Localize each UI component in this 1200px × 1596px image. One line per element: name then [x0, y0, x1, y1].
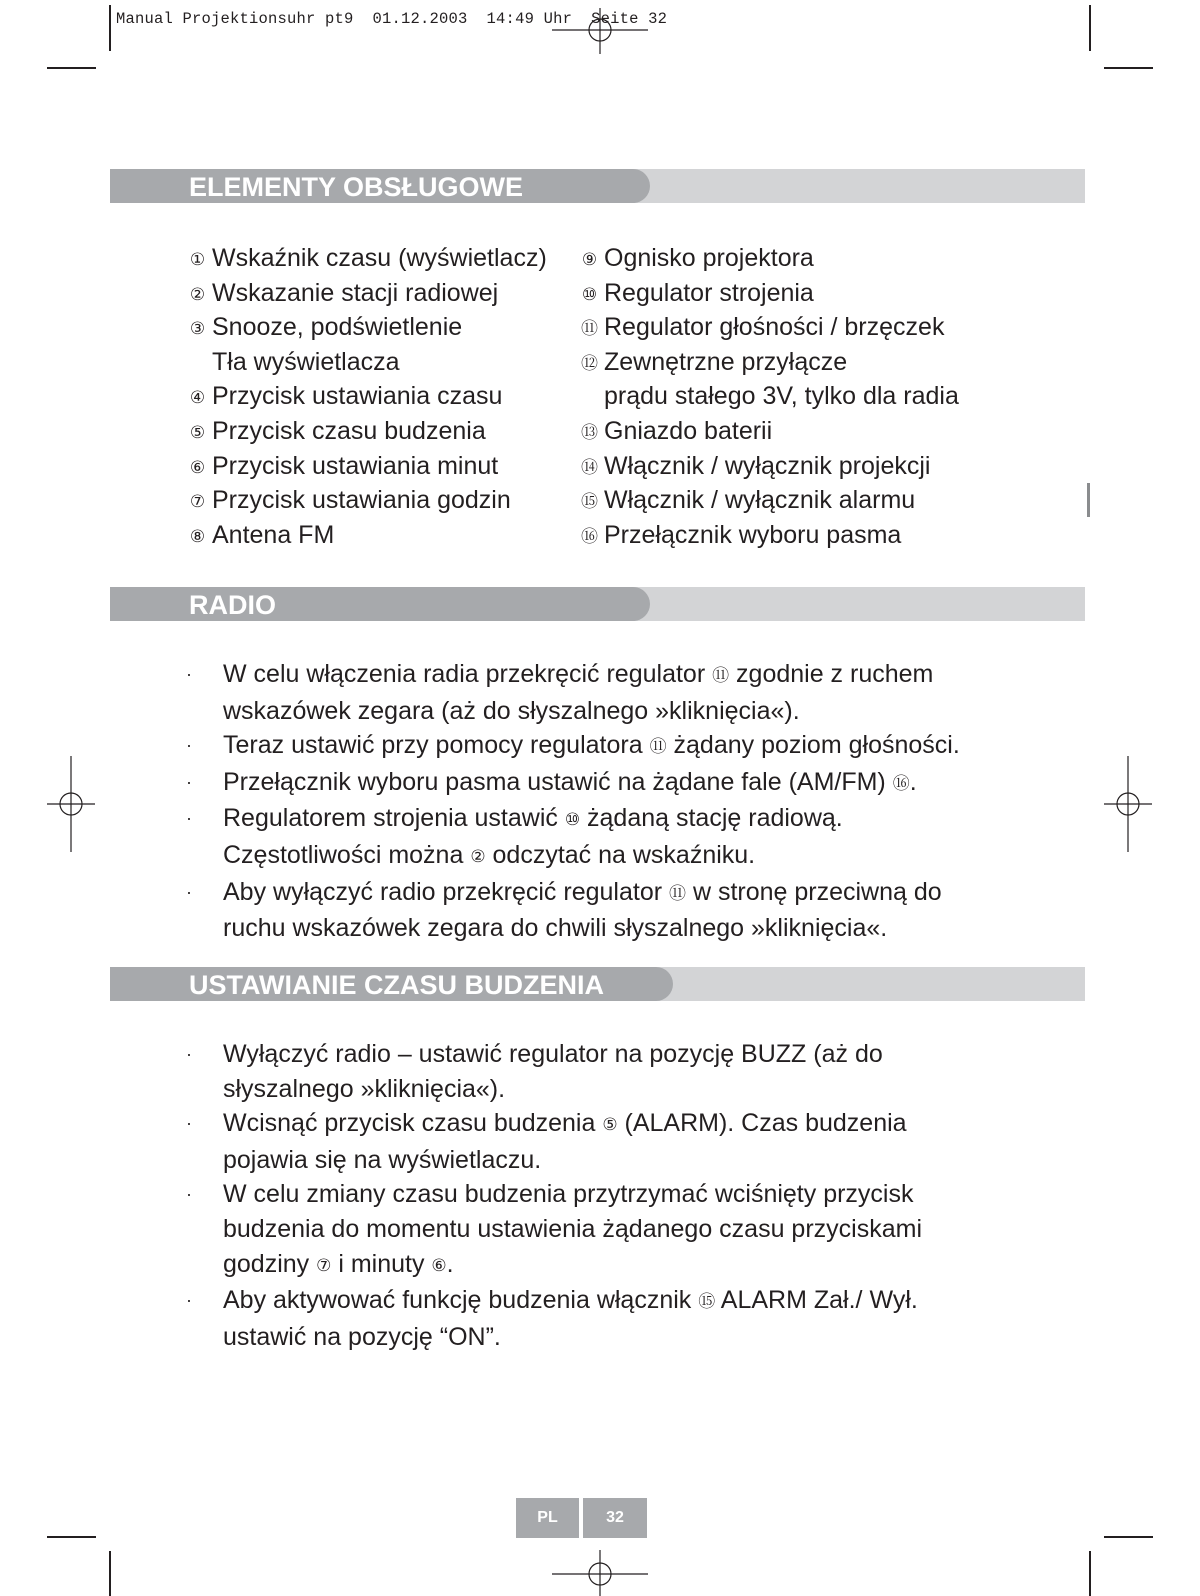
- item-number: ⑫: [581, 353, 598, 373]
- bullet-dot: ·: [186, 881, 192, 902]
- item-number: ⑭: [581, 457, 598, 477]
- radio-instructions: [186, 657, 1066, 946]
- list-item: [580, 483, 959, 518]
- instruction-item: [186, 1037, 1066, 1106]
- instruction-text: ruchu wskazówek zegara do chwili słyszalnego »kliknięcia«.: [223, 914, 888, 943]
- item-number: ⑬: [581, 422, 598, 442]
- control-ref: ⑤: [602, 1115, 618, 1135]
- item-number: ③: [189, 319, 206, 339]
- bullet-dot: ·: [186, 1044, 192, 1064]
- instruction-text: odczytać na wskaźniku.: [485, 840, 756, 869]
- instruction-text: godziny: [223, 1249, 317, 1278]
- bullet-dot: ·: [186, 735, 192, 756]
- section-header-controls: [110, 169, 1085, 203]
- bullet-dot: ·: [186, 808, 192, 829]
- instruction-item: [186, 728, 1066, 765]
- instruction-text: wskazówek zegara (aż do słyszalnego »kliknięcia«).: [223, 696, 800, 725]
- instruction-text: Teraz ustawić przy pomocy regulatora: [223, 731, 650, 760]
- crop-mark: [109, 1551, 111, 1596]
- instruction-text: słyszalnego »kliknięcia«).: [223, 1074, 506, 1103]
- control-ref: ⑮: [698, 1292, 716, 1312]
- list-item: [188, 483, 547, 518]
- control-ref: ⑥: [431, 1255, 447, 1275]
- list-item-continued: [188, 345, 547, 380]
- controls-list-right: [580, 241, 959, 552]
- control-ref: ⑯: [892, 773, 910, 793]
- instruction-item: [186, 801, 1066, 874]
- instruction-text: Wcisnąć przycisk czasu budzenia: [223, 1109, 603, 1138]
- list-item: [188, 241, 547, 276]
- list-item: [580, 276, 959, 311]
- item-label: Zewnętrzne przyłącze: [604, 347, 848, 376]
- registration-mark-top: [552, 8, 648, 54]
- item-number: ②: [189, 284, 206, 304]
- margin-bar: [1087, 483, 1090, 517]
- item-number: ⑥: [189, 457, 206, 477]
- item-number: ④: [189, 388, 206, 408]
- crop-mark: [1104, 67, 1153, 69]
- bullet-dot: ·: [186, 1184, 192, 1205]
- item-number: ⑧: [189, 526, 206, 546]
- item-number: ⑨: [581, 250, 598, 269]
- crop-mark: [47, 67, 96, 69]
- control-ref: ⑪: [712, 666, 730, 685]
- instruction-text: pojawia się na wyświetlaczu.: [223, 1145, 542, 1174]
- bullet-dot: ·: [186, 1113, 192, 1134]
- list-item: [188, 414, 547, 449]
- section-title: ELEMENTY OBSŁUGOWE: [189, 172, 524, 202]
- crop-mark: [109, 5, 111, 51]
- bullet-dot: ·: [186, 771, 192, 792]
- item-label: Gniazdo baterii: [604, 416, 773, 445]
- crop-mark: [1104, 1536, 1153, 1538]
- item-number: ⑪: [581, 319, 598, 339]
- list-item: [188, 518, 547, 553]
- instruction-text: żądany poziom głośności.: [666, 731, 960, 760]
- item-label: Wskaźnik czasu (wyświetlacz): [212, 244, 547, 272]
- bullet-dot: ·: [186, 664, 192, 684]
- instruction-item: [186, 1283, 1066, 1354]
- registration-mark-bottom: [552, 1550, 648, 1596]
- control-ref: ②: [470, 846, 486, 866]
- instruction-text: .: [446, 1249, 454, 1278]
- item-number: ⑩: [581, 284, 598, 304]
- item-label: Przycisk czasu budzenia: [212, 416, 486, 445]
- instruction-text: ALARM Zał./ Wył.: [715, 1286, 918, 1315]
- item-number: ⑦: [189, 492, 206, 512]
- instruction-text: budzenia do momentu ustawienia żądanego czasu przyciskami: [223, 1214, 922, 1243]
- list-item: [188, 449, 547, 484]
- instruction-text: zgodnie z ruchem: [729, 660, 934, 688]
- instruction-text: Wyłączyć radio – ustawić regulator na pozycję BUZZ (aż do: [223, 1040, 883, 1068]
- item-label: Regulator strojenia: [604, 278, 814, 307]
- item-label: Przycisk ustawiania czasu: [212, 382, 503, 411]
- item-label: prądu stałego 3V, tylko dla radia: [604, 382, 959, 411]
- section-header-alarm: [110, 967, 1085, 1001]
- control-ref: ⑪: [669, 883, 686, 903]
- list-item: [580, 518, 959, 553]
- instruction-text: w stronę przeciwną do: [686, 877, 942, 906]
- list-item: [580, 310, 959, 345]
- instruction-text: .: [909, 767, 917, 796]
- alarm-instructions: [186, 1037, 1066, 1354]
- instruction-item: [186, 1106, 1066, 1177]
- item-label: Włącznik / wyłącznik alarmu: [604, 486, 916, 515]
- crop-mark: [47, 1536, 96, 1538]
- list-item: [580, 449, 959, 484]
- instruction-text: Aby aktywować funkcję budzenia włącznik: [223, 1286, 699, 1315]
- crop-mark: [1089, 1551, 1091, 1596]
- list-item: [188, 379, 547, 414]
- instruction-text: żądaną stację radiową.: [580, 804, 843, 833]
- instruction-text: W celu zmiany czasu budzenia przytrzymać wciśnięty przycisk: [223, 1180, 914, 1209]
- instruction-text: (ALARM). Czas budzenia: [617, 1109, 907, 1138]
- item-number: ⑤: [189, 422, 206, 442]
- item-label: Regulator głośności / brzęczek: [604, 313, 945, 342]
- list-item: [580, 414, 959, 449]
- instruction-text: i minuty: [331, 1249, 432, 1278]
- item-number: ⑮: [581, 492, 598, 512]
- item-label: Przycisk ustawiania godzin: [212, 486, 511, 515]
- list-item: [188, 310, 547, 345]
- section-title: USTAWIANIE CZASU BUDZENIA: [189, 970, 604, 1000]
- instruction-text: ustawić na pozycję “ON”.: [223, 1322, 501, 1351]
- item-label: Tła wyświetlacza: [212, 347, 400, 376]
- item-number: ⑯: [581, 526, 598, 546]
- control-ref: ⑪: [649, 737, 667, 757]
- item-label: Wskazanie stacji radiowej: [212, 278, 499, 307]
- instruction-item: [186, 657, 1066, 728]
- page-number: 32: [583, 1498, 647, 1538]
- instruction-item: [186, 875, 1066, 946]
- instruction-text: Częstotliwości można: [223, 840, 471, 869]
- list-item-continued: [580, 379, 959, 414]
- registration-mark-left: [47, 756, 95, 852]
- item-label: Przycisk ustawiania minut: [212, 451, 499, 480]
- bullet-dot: ·: [186, 1290, 192, 1311]
- print-slug: Manual Projektionsuhr pt9 01.12.2003 14:49 Uhr Seite 32: [116, 10, 668, 28]
- list-item: [188, 276, 547, 311]
- control-ref: ⑦: [316, 1255, 332, 1275]
- language-label: PL: [516, 1498, 579, 1538]
- instruction-item: [186, 765, 1066, 802]
- instruction-item: [186, 1177, 1066, 1283]
- item-label: Włącznik / wyłącznik projekcji: [604, 451, 931, 480]
- item-label: Snooze, podświetlenie: [212, 313, 463, 342]
- section-title: RADIO: [189, 590, 276, 620]
- instruction-text: Regulatorem strojenia ustawić: [223, 804, 565, 833]
- instruction-text: Przełącznik wyboru pasma ustawić na żądane fale (AM/FM): [223, 767, 893, 796]
- list-item: [580, 241, 959, 276]
- item-number: ①: [189, 250, 206, 269]
- controls-list-left: [188, 241, 547, 552]
- crop-mark: [1089, 5, 1091, 51]
- instruction-text: Aby wyłączyć radio przekręcić regulator: [223, 877, 669, 906]
- registration-mark-right: [1104, 756, 1152, 852]
- item-label: Przełącznik wyboru pasma: [604, 520, 902, 549]
- section-header-radio: [110, 587, 1085, 621]
- list-item: [580, 345, 959, 380]
- instruction-text: W celu włączenia radia przekręcić regulator: [223, 660, 713, 688]
- control-ref: ⑩: [564, 810, 581, 830]
- item-label: Antena FM: [212, 520, 335, 549]
- item-label: Ognisko projektora: [604, 244, 814, 272]
